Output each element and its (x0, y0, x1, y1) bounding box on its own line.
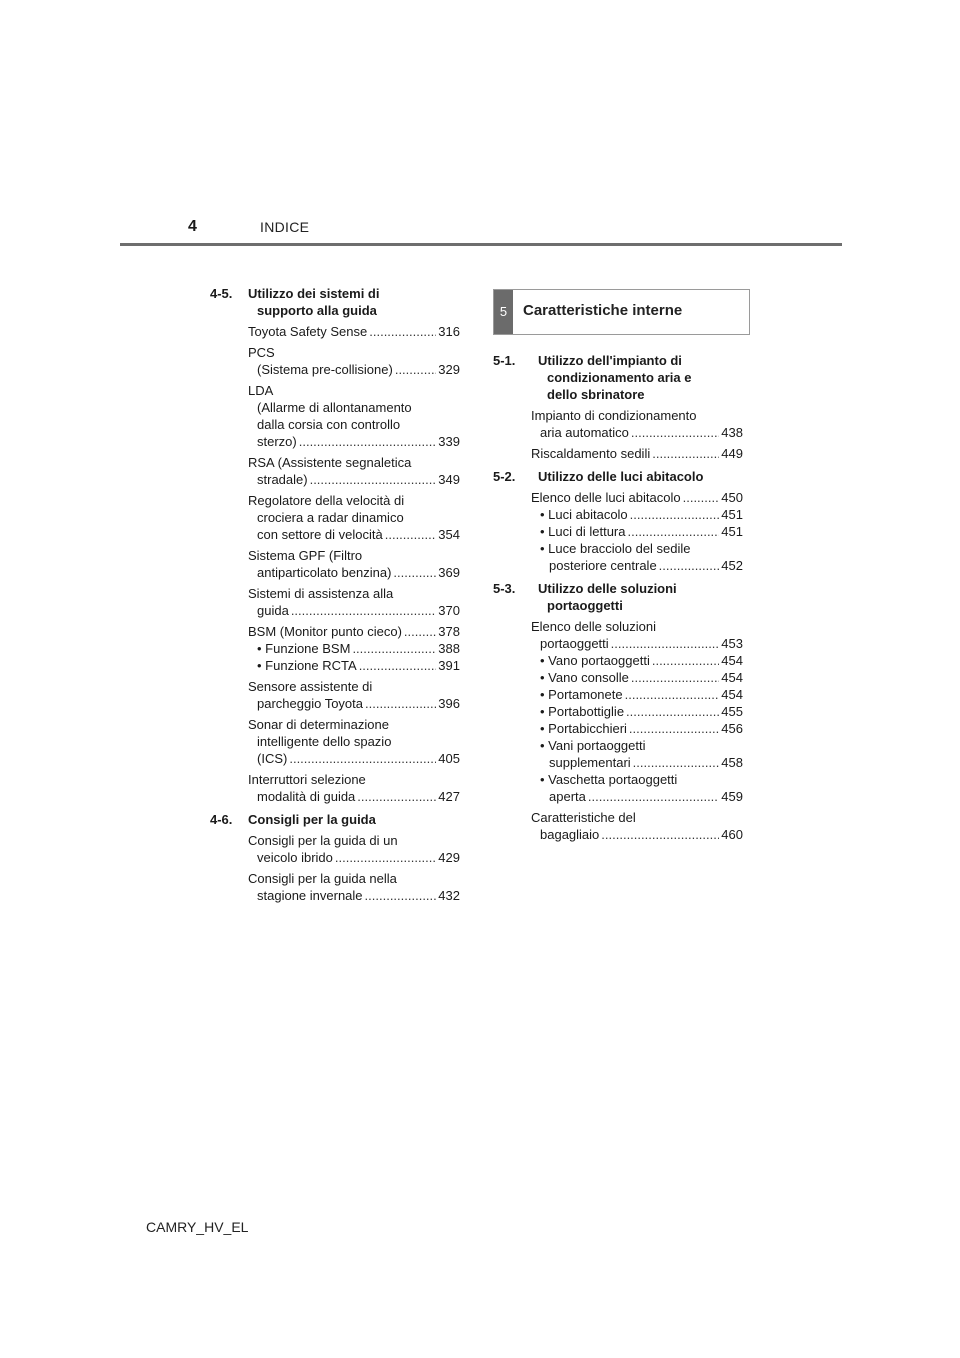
toc-entry[interactable] (210, 585, 460, 619)
entry-text: stagione invernale (257, 888, 363, 903)
leader-dots (365, 695, 436, 712)
entry-text: Regolatore della velocità di (248, 493, 405, 508)
toc-entry[interactable] (493, 489, 743, 574)
toc-section-5-3 (493, 580, 743, 843)
toc-entry[interactable] (210, 454, 460, 488)
leader-dots (652, 445, 719, 462)
leader-dots (299, 433, 437, 450)
page-ref: 329 (438, 362, 460, 377)
section-title-line: Utilizzo dei sistemi di (248, 286, 380, 301)
toc-subentry[interactable] (248, 640, 460, 657)
section-title (210, 285, 460, 319)
toc-section-4-6 (210, 811, 460, 904)
entry-text: (ICS) (257, 751, 288, 766)
page-ref: 339 (438, 434, 460, 449)
page-ref: 354 (438, 527, 460, 542)
page-ref: 451 (721, 507, 743, 522)
toc-subentry[interactable] (531, 557, 743, 574)
entry-text: aperta (549, 789, 586, 804)
entry-text: antiparticolato benzina) (257, 565, 392, 580)
leader-dots (633, 754, 720, 771)
entry-text: Elenco delle luci abitacolo (531, 490, 681, 505)
leader-dots (289, 750, 436, 767)
leader-dots (626, 703, 719, 720)
page-ref: 459 (721, 789, 743, 804)
entry-text: supplementari (549, 755, 631, 770)
entry-text: LDA (248, 383, 274, 398)
entry-text: RSA (Assistente segnaletica (248, 455, 412, 470)
leader-dots (629, 720, 719, 737)
entry-text: Riscaldamento sedili (531, 446, 651, 461)
entry-text: Interruttori selezione (248, 772, 366, 787)
page-ref: 432 (438, 888, 460, 903)
leader-dots (627, 523, 719, 540)
entry-text: • Luci di lettura (540, 524, 626, 539)
entry-text: (Allarme di allontanamento (257, 400, 412, 415)
page-ref: 429 (438, 850, 460, 865)
section-title (210, 811, 460, 828)
leader-dots (404, 623, 436, 640)
section-title-line: condizionamento aria e (547, 370, 692, 385)
leader-dots (395, 361, 436, 378)
page-ref: 438 (721, 425, 743, 440)
page-ref: 370 (438, 603, 460, 618)
leader-dots (335, 849, 436, 866)
page-ref: 454 (721, 670, 743, 685)
leader-dots (601, 826, 719, 843)
page-ref: 454 (721, 687, 743, 702)
chapter-header (493, 289, 750, 335)
entry-text: Elenco delle soluzioni (531, 619, 657, 634)
toc-entry[interactable] (210, 716, 460, 767)
leader-dots (310, 471, 437, 488)
page-ref: 316 (438, 324, 460, 339)
entry-text: Consigli per la guida di un (248, 833, 398, 848)
header-rule (120, 243, 842, 246)
entry-text: sterzo) (257, 434, 297, 449)
entry-text: Sensore assistente di (248, 679, 373, 694)
entry-text: posteriore centrale (549, 558, 657, 573)
page-ref: 458 (721, 755, 743, 770)
toc-left-column (210, 285, 460, 910)
entry-text: modalità di guida (257, 789, 356, 804)
leader-dots (385, 526, 437, 543)
toc-entry[interactable] (493, 809, 743, 843)
section-title-line: Consigli per la guida (248, 812, 376, 827)
leader-dots (652, 652, 719, 669)
page-ref: 349 (438, 472, 460, 487)
toc-entry[interactable] (210, 870, 460, 904)
toc-subentry[interactable] (531, 686, 743, 703)
section-title-line: Utilizzo dell'impianto di (538, 353, 682, 368)
leader-dots (365, 887, 437, 904)
section-title (493, 352, 743, 403)
toc-entry[interactable] (493, 407, 743, 441)
entry-text: Consigli per la guida nella (248, 871, 397, 886)
toc-subentry[interactable] (248, 657, 460, 674)
chapter-title: Caratteristiche interne (523, 302, 683, 319)
entry-text: BSM (Monitor punto cieco) (248, 624, 402, 639)
entry-text: Sonar di determinazione (248, 717, 389, 732)
page-ref: 456 (721, 721, 743, 736)
section-number: 4-5. (210, 286, 233, 301)
entry-text: bagagliaio (540, 827, 600, 842)
toc-subentry[interactable] (531, 720, 743, 737)
toc-subentry[interactable] (531, 754, 743, 771)
toc-entry[interactable] (210, 323, 460, 340)
toc-entry[interactable] (210, 771, 460, 805)
section-title-line: portaoggetti (547, 598, 623, 613)
toc-entry[interactable] (210, 832, 460, 866)
footer-code: CAMRY_HV_EL (146, 1219, 249, 1235)
entry-text: veicolo ibrido (257, 850, 333, 865)
entry-text: guida (257, 603, 289, 618)
page-ref: 452 (721, 558, 743, 573)
toc-entry[interactable] (210, 547, 460, 581)
toc-subentry[interactable] (531, 703, 743, 720)
toc-subentry[interactable] (531, 523, 743, 540)
section-title-line: Utilizzo delle soluzioni (538, 581, 677, 596)
page-ref: 405 (438, 751, 460, 766)
entry-text: Toyota Safety Sense (248, 324, 368, 339)
entry-text: • Vano portaoggetti (540, 653, 650, 668)
entry-text: • Portabicchieri (540, 721, 627, 736)
leader-dots (631, 424, 719, 441)
entry-text: • Funzione RCTA (257, 658, 357, 673)
page-ref: 378 (438, 624, 460, 639)
toc-right-column (493, 352, 743, 849)
leader-dots (291, 602, 436, 619)
leader-dots (369, 323, 436, 340)
toc-entry[interactable] (493, 445, 743, 462)
toc-subentry[interactable] (531, 652, 743, 669)
toc-entry[interactable] (210, 678, 460, 712)
entry-text: • Luce bracciolo del sedile (540, 541, 691, 556)
entry-text: • Vano consolle (540, 670, 629, 685)
entry-text: • Luci abitacolo (540, 507, 628, 522)
page-number: 4 (188, 218, 197, 235)
page-ref: 449 (721, 446, 743, 461)
toc-subentry[interactable] (531, 788, 743, 805)
page-ref: 450 (721, 490, 743, 505)
leader-dots (683, 489, 720, 506)
entry-text: (Sistema pre-collisione) (257, 362, 393, 377)
entry-text: PCS (248, 345, 275, 360)
toc-section-5-2 (493, 468, 743, 574)
section-title-line: dello sbrinatore (547, 387, 645, 402)
entry-text: con settore di velocità (257, 527, 383, 542)
entry-text: aria automatico (540, 425, 629, 440)
toc-entry[interactable] (493, 618, 743, 805)
entry-text: dalla corsia con controllo (257, 417, 401, 432)
page-ref: 454 (721, 653, 743, 668)
leader-dots (393, 564, 436, 581)
toc-entry[interactable] (210, 623, 460, 674)
page-ref: 455 (721, 704, 743, 719)
page-ref: 391 (438, 658, 460, 673)
entry-text: • Portabottiglie (540, 704, 625, 719)
page-ref: 388 (438, 641, 460, 656)
entry-text: • Funzione BSM (257, 641, 351, 656)
leader-dots (359, 657, 437, 674)
entry-text: parcheggio Toyota (257, 696, 364, 711)
entry-text: Caratteristiche del (531, 810, 636, 825)
leader-dots (611, 635, 720, 652)
section-number: 4-6. (210, 812, 233, 827)
page-ref: 396 (438, 696, 460, 711)
page-header (120, 218, 842, 248)
header-title: INDICE (260, 219, 310, 235)
section-number: 5-2. (493, 469, 516, 484)
page-ref: 453 (721, 636, 743, 651)
page-ref: 427 (438, 789, 460, 804)
section-title-line: supporto alla guida (257, 303, 377, 318)
entry-text: Sistemi di assistenza alla (248, 586, 394, 601)
page-ref: 369 (438, 565, 460, 580)
leader-dots (630, 506, 720, 523)
toc-entry[interactable] (210, 492, 460, 543)
toc-subentry[interactable] (531, 669, 743, 686)
leader-dots (357, 788, 436, 805)
leader-dots (659, 557, 720, 574)
page-ref: 460 (721, 827, 743, 842)
toc-subentry[interactable] (531, 506, 743, 523)
toc-section-5-1 (493, 352, 743, 462)
entry-text: stradale) (257, 472, 308, 487)
page-ref: 451 (721, 524, 743, 539)
leader-dots (588, 788, 719, 805)
entry-text: • Vani portaoggetti (540, 738, 646, 753)
entry-text: Impianto di condizionamento (531, 408, 697, 423)
toc-section-4-5 (210, 285, 460, 805)
entry-text: • Vaschetta portaoggetti (540, 772, 678, 787)
section-title (493, 580, 743, 614)
section-title (493, 468, 743, 485)
entry-text: crociera a radar dinamico (257, 510, 404, 525)
leader-dots (625, 686, 720, 703)
leader-dots (631, 669, 719, 686)
entry-text: Sistema GPF (Filtro (248, 548, 363, 563)
section-title-line: Utilizzo delle luci abitacolo (538, 469, 704, 484)
toc-entry[interactable] (210, 344, 460, 378)
entry-text: • Portamonete (540, 687, 623, 702)
entry-text: portaoggetti (540, 636, 609, 651)
entry-text: intelligente dello spazio (257, 734, 392, 749)
section-number: 5-3. (493, 581, 516, 596)
chapter-number-tab: 5 (494, 290, 513, 334)
toc-entry[interactable] (210, 382, 460, 450)
leader-dots (352, 640, 436, 657)
section-number: 5-1. (493, 353, 516, 368)
